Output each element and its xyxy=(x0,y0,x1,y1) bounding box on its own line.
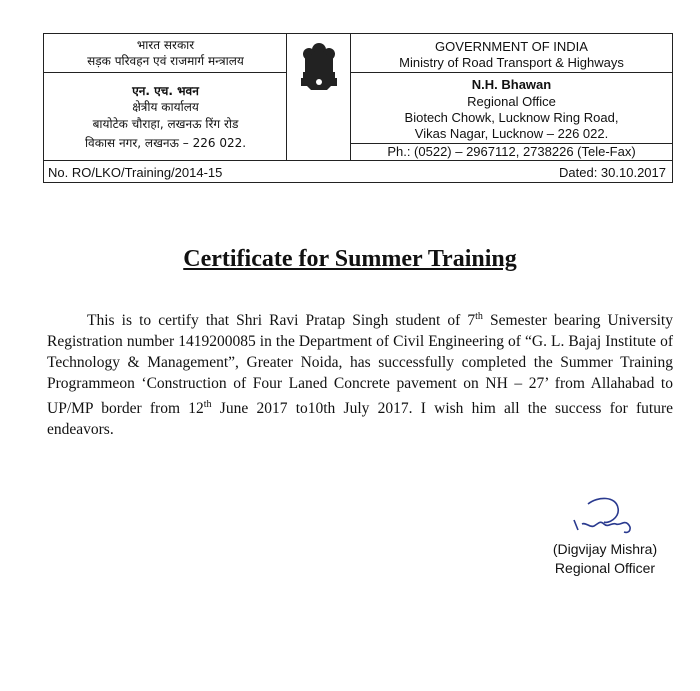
signatory-block xyxy=(530,540,680,578)
letterhead xyxy=(43,33,673,183)
english-line-6: Vikas Nagar, Lucknow – 226 022. xyxy=(414,126,609,141)
certificate-title: Certificate for Summer Training xyxy=(183,246,517,272)
english-line-1: GOVERNMENT OF INDIA xyxy=(435,39,588,54)
english-line-2: Ministry of Road Transport & Highways xyxy=(399,55,624,70)
hindi-line-5: बायोटेक चौराहा, लखनऊ रिंग रोड xyxy=(92,117,239,131)
body-segment-1: This is to certify that Shri Ravi Pratap Singh student of 7 xyxy=(87,312,476,330)
hindi-line-2: सड़क परिवहन एवं राजमार्ग मन्त्रालय xyxy=(87,54,244,68)
body-superscript-1: th xyxy=(475,311,483,322)
hindi-line-4: क्षेत्रीय कार्यालय xyxy=(132,100,199,114)
body-segment-3: June 2017 to10th July 2017. I wish him all the success for future endeavors. xyxy=(47,400,673,439)
letterhead-english xyxy=(351,34,672,160)
body-superscript-2: th xyxy=(203,399,212,411)
certificate-paragraph xyxy=(47,306,673,440)
letterhead-hindi xyxy=(44,34,287,160)
certificate-body xyxy=(47,306,673,440)
date: Dated: 30.10.2017 xyxy=(559,165,666,180)
hindi-line-6: विकास नगर, लखनऊ – 226 022. xyxy=(84,136,247,150)
hindi-line-1: भारत सरकार xyxy=(136,38,195,52)
signature-icon xyxy=(568,494,658,544)
english-line-3: N.H. Bhawan xyxy=(471,77,552,92)
hindi-divider xyxy=(44,72,286,73)
letterhead-emblem-cell xyxy=(287,34,351,160)
national-emblem-icon xyxy=(297,38,341,108)
signatory-name: (Digvijay Mishra) xyxy=(552,541,658,557)
english-divider xyxy=(351,72,672,73)
english-line-4: Regional Office xyxy=(467,94,556,109)
letterhead-ref-row xyxy=(44,160,672,182)
phone-line: Ph.: (0522) – 2967112, 2738226 (Tele-Fax) xyxy=(387,144,636,159)
hindi-line-3: एन. एच. भवन xyxy=(132,84,199,98)
english-line-5: Biotech Chowk, Lucknow Ring Road, xyxy=(404,110,619,125)
body-segment-2: Semester bearing University Registration number 1419200085 in the Department of Civil Engineering of “G. L. Bajaj Institute of Technology & Management”, Greater Noida, has successfully completed the Summer Training Programmeon ‘Construction of Four Laned Concrete pavement on NH – 27’ from Allahabad to UP/MP border from 12 xyxy=(47,312,673,418)
signatory-designation: Regional Officer xyxy=(554,560,656,576)
reference-number: No. RO/LKO/Training/2014-15 xyxy=(48,165,223,180)
